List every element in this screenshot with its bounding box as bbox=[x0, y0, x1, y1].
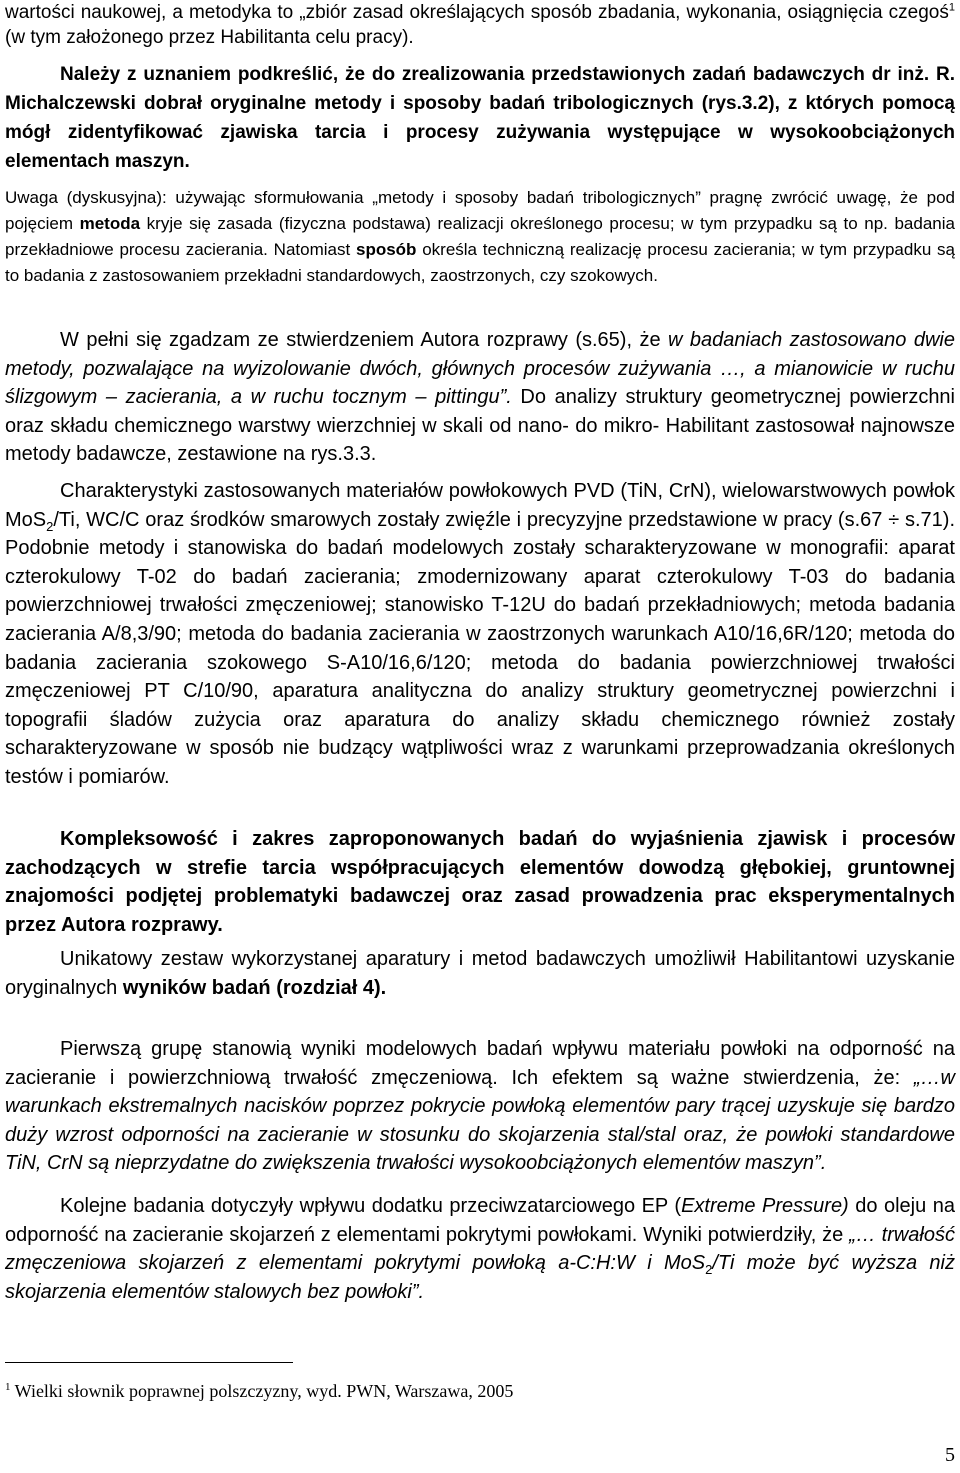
paragraph-complexity-bold bbox=[5, 825, 955, 939]
italic-quote: w badaniach zastosowano dwie metody, pozwalające na wyizolowanie dwóch, głównych procesów zużywania …, a mianowicie w ruchu ślizgowym – zacierania, a w ruchu tocznym – pittingu”. bbox=[5, 329, 955, 409]
footnote-number: 1 bbox=[5, 1381, 11, 1393]
paragraph-remark bbox=[5, 185, 955, 289]
text-run: wartości naukowej, a metodyka to „zbiór zasad określających sposób zbadania, wykonania, osiągnięcia czegoś bbox=[5, 2, 949, 23]
paragraph-unique-apparatus bbox=[5, 945, 955, 1002]
text-run: W pełni się zgadzam ze stwierdzeniem Autora rozprawy (s.65), że bbox=[60, 329, 669, 351]
italic-quote: /Ti może być wyższa niż skojarzenia elementów stalowych bez powłoki”. bbox=[5, 1252, 955, 1303]
italic-quote: „…w warunkach ekstremalnych nacisków poprzez pokrycie powłoką elementów pary trącej uzyskuje się bardzo duży wzrost odporności na zacieranie w stosunku do skojarzenia stal/stal oraz, że powłoki standardowe TiN, CrN są nieprzydatne do zwiększenia trwałości wysokoobciążonych elementów maszyn”. bbox=[5, 1066, 955, 1175]
text-run: Kolejne badania dotyczyły wpływu dodatku przeciwzatarciowego EP ( bbox=[60, 1195, 682, 1217]
text-run: s.71). Podobnie metody i stanowiska do badań modelowych zostały scharakteryzowane w monografii: aparat czterokulowy T-02 do badań zacierania; zmodernizowany aparat czterokulowy T-03 do badania powierzchniowej trwałości zmęczeniowej; stanowisko T-12U do badań przekładniowych; metoda badania zacierania A/8,3/90; metoda do badania zacierania w zaostrzonych warunkach A10/16,6R/120; metoda do badania zacierania szokowego S-A10/16,6/120; metoda do badania powierzchniowej trwałości zmęczeniowej PT C/10/90, aparatura analityczna do analizy struktury geometrycznej powierzchni i topografii śladów zużycia oraz aparatura do analizy składu chemicznego również zostały scharakteryzowane w sposób nie budzący wątpliwości wraz z warunkami przeprowadzania określonych testów i pomiarów. bbox=[5, 508, 956, 788]
paragraph-intro-continuation bbox=[5, 0, 955, 50]
text-run: Uwaga (dyskusyjna): używając sformułowania „metody i sposoby badań tribologicznych” pragnę zwrócić uwagę, że pod pojęciem bbox=[5, 188, 955, 233]
text-run: Charakterystyki zastosowanych materiałów powłokowych PVD (TiN, CrN), wielowarstwowych powłok MoS bbox=[5, 480, 955, 531]
text-run: Do analizy struktury geometrycznej powierzchni oraz składu chemicznego warstwy wierzchniej w skali od nano- do mikro- Habilitant zastosował najnowsze metody badawcze, zestawione na rys.3.3. bbox=[5, 386, 956, 466]
paragraph-ep-additive bbox=[5, 1192, 955, 1306]
italic-quote: „… trwałość zmęczeniowa skojarzeń z elementami pokrytymi powłoką a-C:H:W i MoS bbox=[5, 1223, 955, 1275]
subscript: 2 bbox=[46, 518, 54, 534]
text-run: określa techniczną realizację procesu zacierania; w tym przypadku są to badania z zastosowaniem przekładni standardowych, zaostrzonych, czy szokowych. bbox=[5, 240, 955, 285]
footnote-reference: 1 bbox=[948, 1, 955, 14]
footnote-text: Wielki słownik poprawnej polszczyzny, wyd. PWN, Warszawa, 2005 bbox=[10, 1381, 514, 1401]
text-run: Pierwszą grupę stanowią wyniki modelowych badań wpływu materiału powłoki na odporność na zacieranie i powierzchniową trwałość zmęczeniową. Ich efektem są ważne stwierdzenia, że: bbox=[5, 1038, 955, 1089]
paragraph-methods-bold bbox=[5, 60, 955, 176]
text-run: kryje się zasada (fizyczna podstawa) realizacji określonego procesu; w tym przypadku są to np. badania przekładniowe procesu zacierania. Natomiast bbox=[5, 214, 955, 259]
text-run: Należy z uznaniem podkreślić, że do zrealizowania przedstawionych zadań badawczych dr inż. R. Michalczewski dobrał oryginalne metody i sposoby badań tribologicznych (rys.3.2), z których pomocą mógł zidentyfikować zjawiska tarcia i procesy zużywania występujące w wysokoobciążonych elementach maszyn. bbox=[5, 64, 955, 172]
subscript: 2 bbox=[705, 1262, 713, 1278]
bold-term-metoda: metoda bbox=[79, 214, 141, 233]
text-run: Kompleksowość i zakres zaproponowanych badań do wyjaśnienia zjawisk i procesów zachodzących w strefie tarcia współpracujących elementów dowodzą głębokiej, gruntownej znajomości podjętej problematyki badawczej oraz zasad prowadzenia prac eksperymentalnych przez Autora rozprawy. bbox=[5, 828, 955, 936]
paragraph-first-group bbox=[5, 1035, 955, 1178]
text-run: Unikatowy zestaw wykorzystanej aparatury i metod badawczych umożliwił Habilitantowi uzyskanie oryginalnych bbox=[5, 948, 955, 999]
bold-results-chapter: wyników badań (rozdział 4). bbox=[122, 976, 387, 999]
text-run: do oleju na odporność na zacieranie skojarzeń z elementami pokrytymi powłokami. Wyniki potwierdziły, że bbox=[5, 1195, 956, 1246]
footnote bbox=[5, 1380, 513, 1402]
division-symbol: ÷ bbox=[888, 508, 900, 531]
italic-term: Extreme Pressure) bbox=[681, 1195, 849, 1217]
text-run: (w tym założonego przez Habilitanta celu pracy). bbox=[5, 27, 414, 48]
footnote-separator bbox=[5, 1362, 293, 1363]
paragraph-agreement bbox=[5, 326, 955, 469]
text-run: /Ti, WC/C oraz środków smarowych zostały zwięźle i precyzyjne przedstawione w pracy (s.67 bbox=[53, 508, 889, 531]
paragraph-materials bbox=[5, 477, 955, 792]
page-number: 5 bbox=[945, 1444, 955, 1466]
bold-term-sposob: sposób bbox=[355, 240, 417, 259]
